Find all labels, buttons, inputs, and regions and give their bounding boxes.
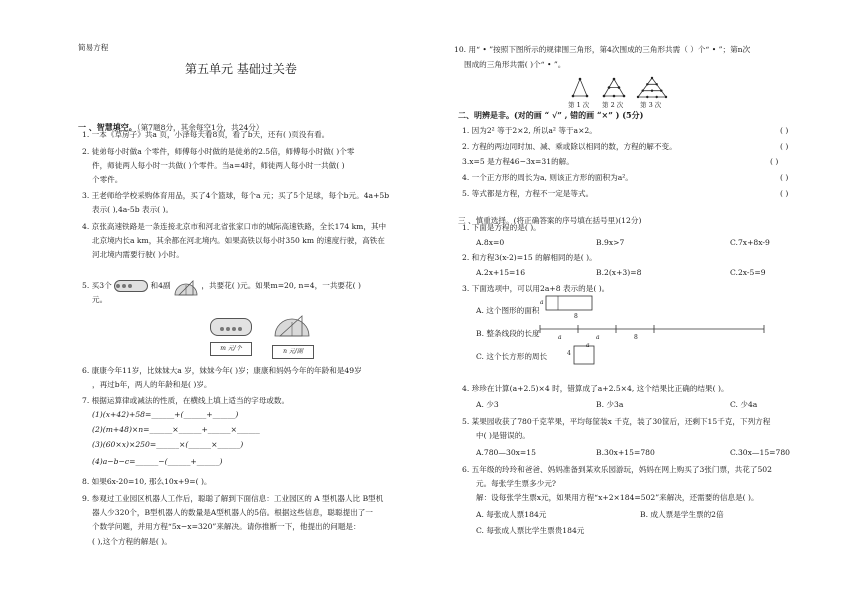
question-2-line3: 个零件。 bbox=[92, 175, 123, 184]
question-6-line1: 6. 康康今年11岁，比妹妹大a 岁，妹妹今年( )岁；康康和妈妈今年的年龄和是49岁 bbox=[82, 366, 362, 375]
question-4-line1: 4. 京张高速铁路是一条连接北京市和河北省张家口市的城际高速铁路，全长174 km，其中 bbox=[82, 222, 387, 231]
step-label-1: 第 1 次 bbox=[568, 101, 590, 109]
question-5-line2: 元。 bbox=[92, 295, 108, 304]
question-5-prefix: 5. 买3个 bbox=[82, 281, 112, 290]
choice-3-opt-c: C. 这个长方形的周长 bbox=[476, 352, 548, 361]
choice-5-opt-a: A.780—30x=15 bbox=[476, 448, 536, 457]
rect-label-4: 4 bbox=[567, 350, 571, 357]
judge-item-4: 4. 一个正方形的周长为a, 则该正方形的面积为a²。 bbox=[462, 173, 633, 182]
question-7-part4: (4)a−b−c=______−(______+______) bbox=[92, 457, 223, 466]
choice-2-opt-b: B.2(x+3)=8 bbox=[596, 268, 642, 277]
judge-blank-5: ( ) bbox=[780, 189, 789, 198]
seg-label-a2: a bbox=[596, 334, 600, 341]
judge-blank-4: ( ) bbox=[780, 173, 789, 182]
question-4-line3: 河北境内需要行驶( )小时。 bbox=[92, 250, 184, 259]
choice-1-opt-a: A.8x=0 bbox=[476, 238, 505, 247]
choice-6-opt-c: C. 每张成人票比学生票贵184元 bbox=[476, 526, 585, 535]
rectangle-perimeter-figure bbox=[566, 343, 602, 367]
choice-5-opt-c: C.30x—15=780 bbox=[730, 448, 791, 457]
question-9-line3: 个数学问题，并用方程“5x−x=320”来解决。请你推断一下，他提出的问题是： bbox=[92, 522, 361, 531]
price-tag-m: m 元/个 bbox=[210, 342, 252, 356]
section3-heading: 三 、慎重选择。 bbox=[458, 216, 514, 225]
protractor-set-icon bbox=[272, 312, 312, 338]
judge-item-2: 2. 方程的两边同时加、减、乘或除以相同的数，方程的解不变。 bbox=[462, 142, 677, 151]
pencil-case-icon bbox=[210, 318, 252, 336]
seg-label-8: 8 bbox=[634, 334, 638, 341]
question-7-part3: (3)(60×x)×250=______×(______×______) bbox=[92, 440, 244, 449]
question-3-line2: 表示( ),4a-5b 表示( )。 bbox=[92, 205, 174, 214]
subject-label: 简易方程 bbox=[78, 43, 109, 52]
question-2-line2: 件，师徒两人每小时一共做( )个零件。当a=4时，师徒两人每小时一共做( ) bbox=[92, 161, 345, 170]
triangle-step-1 bbox=[572, 78, 589, 98]
choice-1-opt-c: C.7x+8x-9 bbox=[730, 238, 770, 247]
judge-item-3: 3.x=5 是方程46−3x=31的解。 bbox=[462, 157, 574, 166]
question-6-line2: ，再过b年，两人的年龄和是( )岁。 bbox=[92, 380, 212, 389]
step-label-3: 第 3 次 bbox=[640, 101, 662, 109]
choice-3-opt-a: A. 这个图形的面积 bbox=[476, 306, 540, 315]
choice-6-line3: 解：设每张学生票x元，如果用方程“x+2×184=502”来解决，还需要的信息是( )。 bbox=[476, 493, 759, 502]
choice-1-opt-b: B.9x>7 bbox=[596, 238, 625, 247]
question-7-part1: (1)(x+42)+58=______+(______+______) bbox=[92, 410, 239, 419]
choice-6-line1: 6. 五年级的玲玲和爸爸、妈妈准备到某欢乐园游玩，妈妈在网上购买了3张门票，共花了502 bbox=[462, 465, 772, 474]
fig-a-label-8: 8 bbox=[574, 313, 578, 320]
question-4-line2: 北京境内长a km，其余都在河北境内。如果高铁以每小时350 km 的速度行驶，高铁在 bbox=[92, 236, 385, 245]
choice-4-opt-b: B. 少3a bbox=[596, 400, 624, 409]
triangle-step-3 bbox=[637, 77, 667, 98]
question-10-line2: 围成的三角形共需( )个“ • ”。 bbox=[464, 60, 566, 69]
question-8: 8. 如果6x-20=10, 那么10x+9=( )。 bbox=[82, 477, 212, 486]
rect-label-a: a bbox=[586, 342, 590, 349]
choice-4: 4. 珍珍在计算(a+2.5)×4 时，错算成了a+2.5×4, 这个结果比正确的结果( )。 bbox=[462, 384, 729, 393]
choice-3-opt-b: B. 整条线段的长度 bbox=[476, 329, 540, 338]
question-2-line1: 2. 徒弟每小时做a 个零件，师傅每小时做的是徒弟的2.5倍，师傅每小时做( )个零 bbox=[82, 147, 355, 156]
judge-item-1: 1. 因为2² 等于2×2, 所以a² 等于a×2。 bbox=[462, 126, 597, 135]
fig-a-label: a bbox=[540, 299, 544, 306]
question-1: 1. 一本《草房子》共a 页，小泽每天看8页，看了b天，还有( )页没有看。 bbox=[82, 130, 330, 139]
choice-2: 2. 和方程3(x-2)=15 的解相同的是( )。 bbox=[462, 253, 597, 262]
pencil-case-product bbox=[210, 318, 252, 358]
section3-note: (将正确答案的序号填在括号里)(12分) bbox=[513, 216, 642, 225]
step-label-2: 第 2 次 bbox=[602, 101, 624, 109]
choice-5-line1: 5. 某果园收获了780千克苹果，平均每筐装x 千克，装了30筐后，还剩下15千克，下列方程 bbox=[462, 417, 771, 426]
choice-6-opt-b: B. 成人票是学生票的2倍 bbox=[640, 510, 724, 519]
question-9-line4: ( ),这个方程的解是( )。 bbox=[92, 537, 172, 546]
choice-5-opt-b: B.30x+15=780 bbox=[596, 448, 655, 457]
question-3-line1: 3. 王老师给学校采购体育用品，买了4个篮球，每个a 元；买了5个足球，每个b元。4a+5b bbox=[82, 191, 390, 200]
judge-blank-2: ( ) bbox=[780, 142, 789, 151]
seg-label-a1: a bbox=[558, 334, 562, 341]
question-5-line1 bbox=[82, 275, 361, 297]
choice-6-line2: 元。每张学生票多少元? bbox=[476, 479, 557, 488]
section1-note: （第7题8分，其余每空1分，共24分） bbox=[136, 123, 264, 132]
right-column bbox=[440, 0, 860, 597]
judge-blank-3: ( ) bbox=[770, 157, 779, 166]
question-5-mid: 和4副 bbox=[150, 281, 171, 290]
question-9-line2: 器人少320个，B型机器人的数量是A型机器人的5倍。根据这些信息，聪聪提出了一 bbox=[92, 508, 373, 517]
choice-2-opt-c: C.2x-5=9 bbox=[730, 268, 766, 277]
question-9-line1: 9. 参观过工业园区机器人工作后，聪聪了解到下面信息：工业园区的 A 型机器人比 B型机 bbox=[82, 494, 384, 503]
section2-heading: 二、明辨是非。(对的画 “ √” , 错的画 “×” ) (5分) bbox=[458, 110, 644, 120]
choice-3: 3. 下面选项中，可以用2a+8 表示的是( )。 bbox=[462, 284, 610, 293]
choice-1: 1. 下面是方程的是( )。 bbox=[462, 223, 541, 232]
choice-4-opt-c: C. 少4a bbox=[730, 400, 758, 409]
page-title: 第五单元 基础过关卷 bbox=[185, 62, 297, 76]
triangle-step-2 bbox=[603, 78, 626, 98]
judge-item-5: 5. 等式都是方程，方程不一定是等式。 bbox=[462, 189, 594, 198]
question-5-suffix: ，共要花( )元。如果m=20, n=4，一共要花( ) bbox=[201, 281, 361, 290]
choice-6-opt-a: A. 每张成人票184元 bbox=[476, 510, 547, 519]
question-10-line1: 10. 用“ • ”按照下图所示的规律围三角形，第4次围成的三角形共需（ ）个“ • ”；第n次 bbox=[454, 45, 751, 54]
section1-heading: 一 、智慧填空。 bbox=[78, 122, 137, 132]
segment-length-figure bbox=[538, 323, 768, 337]
choice-2-opt-a: A.2x+15=16 bbox=[476, 268, 526, 277]
question-7-part2: (2)(m+48)×n=______×______+______×______ bbox=[92, 425, 260, 434]
protractor-set-icon bbox=[173, 275, 199, 297]
price-tag-n: n 元/副 bbox=[272, 345, 314, 359]
question-7: 7. 根据运算律或减法的性质，在横线上填上适当的字母或数。 bbox=[82, 396, 290, 405]
choice-5-line2: 中( )是错误的。 bbox=[476, 431, 530, 440]
protractor-product bbox=[272, 312, 314, 358]
pencil-case-icon bbox=[114, 280, 148, 292]
judge-blank-1: ( ) bbox=[780, 126, 789, 135]
choice-4-opt-a: A. 少3 bbox=[476, 400, 499, 409]
rectangle-area-figure bbox=[538, 293, 598, 317]
